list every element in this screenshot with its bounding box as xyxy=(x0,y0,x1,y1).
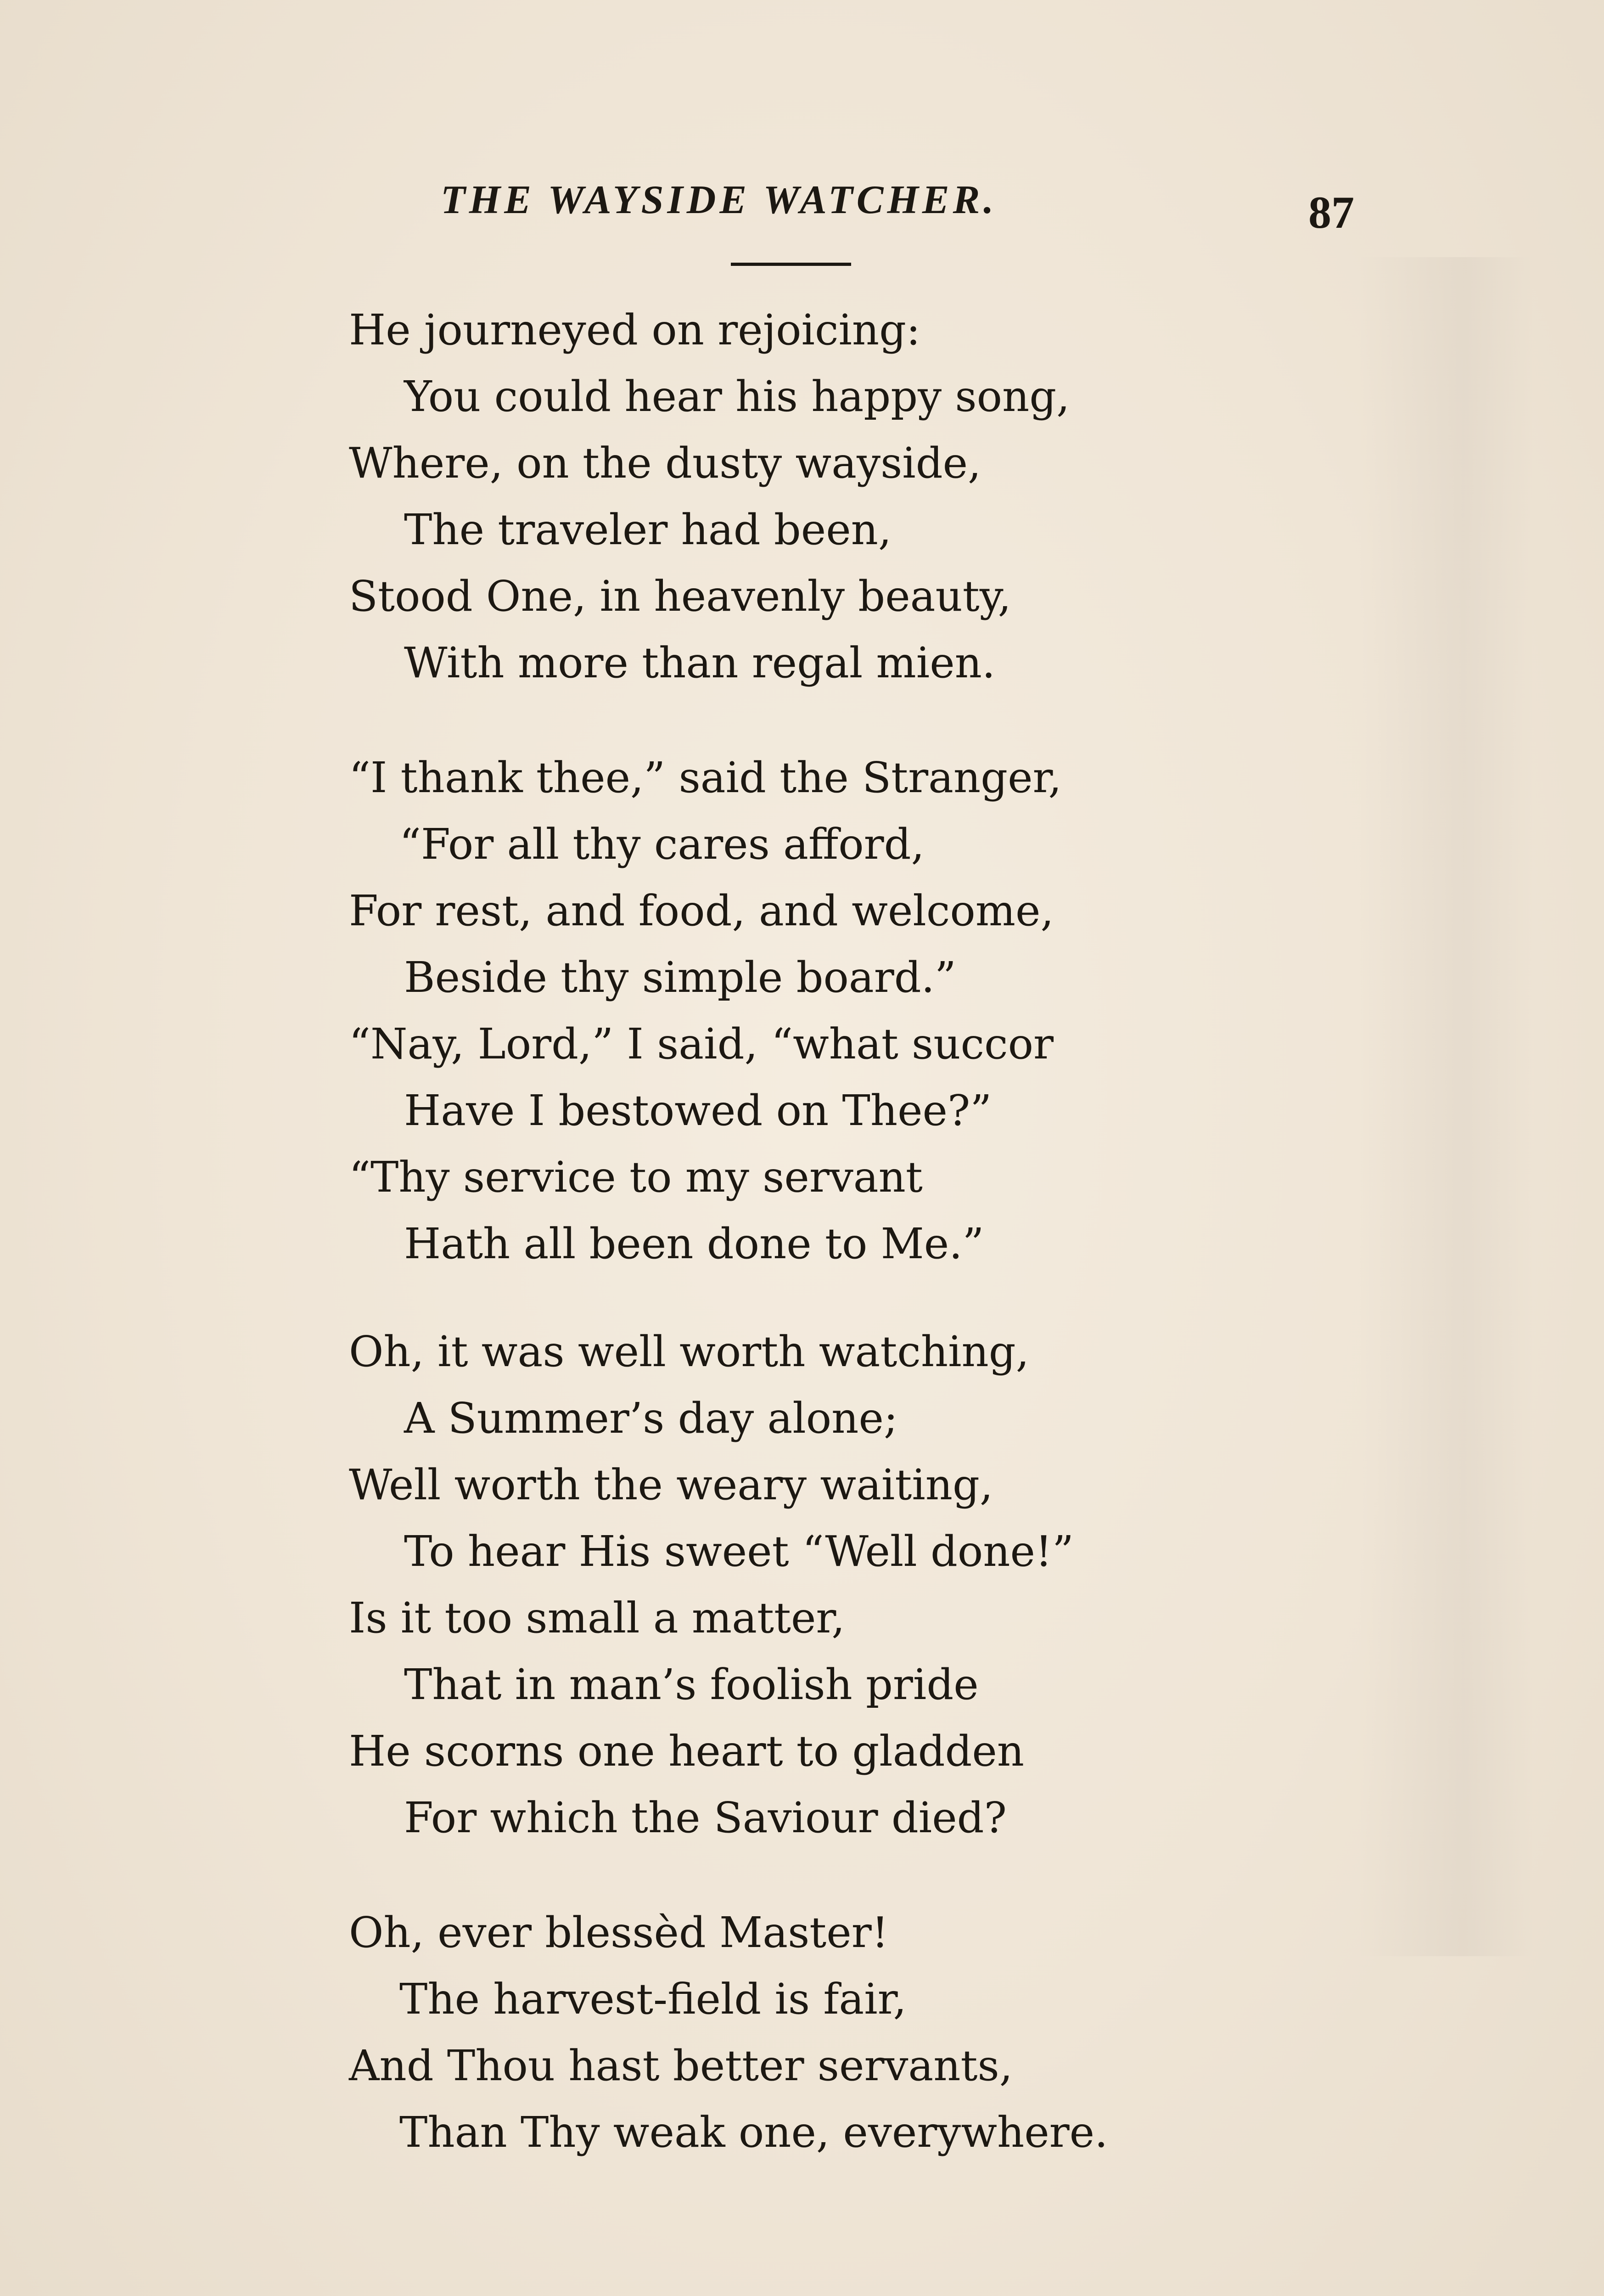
poem-line: The traveler had been, xyxy=(404,505,892,554)
poem-line: Oh, ever blessèd Master! xyxy=(349,1908,889,1957)
show-through-shadow xyxy=(1359,257,1533,1956)
poem-line: That in man’s foolish pride xyxy=(404,1660,979,1709)
poem-line: And Thou hast better servants, xyxy=(349,2041,1013,2090)
running-head: THE WAYSIDE WATCHER. xyxy=(441,178,998,222)
poem-line: With more than regal mien. xyxy=(404,638,996,687)
poem-line: Where, on the dusty wayside, xyxy=(349,439,981,488)
poem-line: Oh, it was well worth watching, xyxy=(349,1327,1029,1376)
poem-line: “For all thy cares afford, xyxy=(399,820,925,869)
poem-line: The harvest-field is fair, xyxy=(399,1975,907,2024)
poem-line: Stood One, in heavenly beauty, xyxy=(349,572,1011,621)
poem-line: Than Thy weak one, everywhere. xyxy=(399,2108,1108,2157)
poem-line: Is it too small a matter, xyxy=(349,1593,845,1643)
poem-line: He scorns one heart to gladden xyxy=(349,1727,1025,1776)
poem-line: A Summer’s day alone; xyxy=(404,1394,898,1443)
poem-line: He journeyed on rejoicing: xyxy=(349,305,921,355)
page-number: 87 xyxy=(1308,187,1354,238)
poem-line: Hath all been done to Me.” xyxy=(404,1219,984,1268)
poem-line: For which the Saviour died? xyxy=(404,1793,1007,1842)
header-rule xyxy=(731,263,851,266)
poem-line: To hear His sweet “Well done!” xyxy=(404,1527,1074,1576)
poem-line: “Nay, Lord,” I said, “what succor xyxy=(349,1019,1054,1069)
poem-line: You could hear his happy song, xyxy=(404,372,1070,421)
poem-line: “I thank thee,” said the Stranger, xyxy=(349,753,1062,802)
poem-line: Have I bestowed on Thee?” xyxy=(404,1086,992,1135)
poem-line: Well worth the weary waiting, xyxy=(349,1460,993,1509)
poem-line: “Thy service to my servant xyxy=(349,1153,923,1202)
poem-line: For rest, and food, and welcome, xyxy=(349,886,1054,935)
poem-line: Beside thy simple board.” xyxy=(404,953,956,1002)
